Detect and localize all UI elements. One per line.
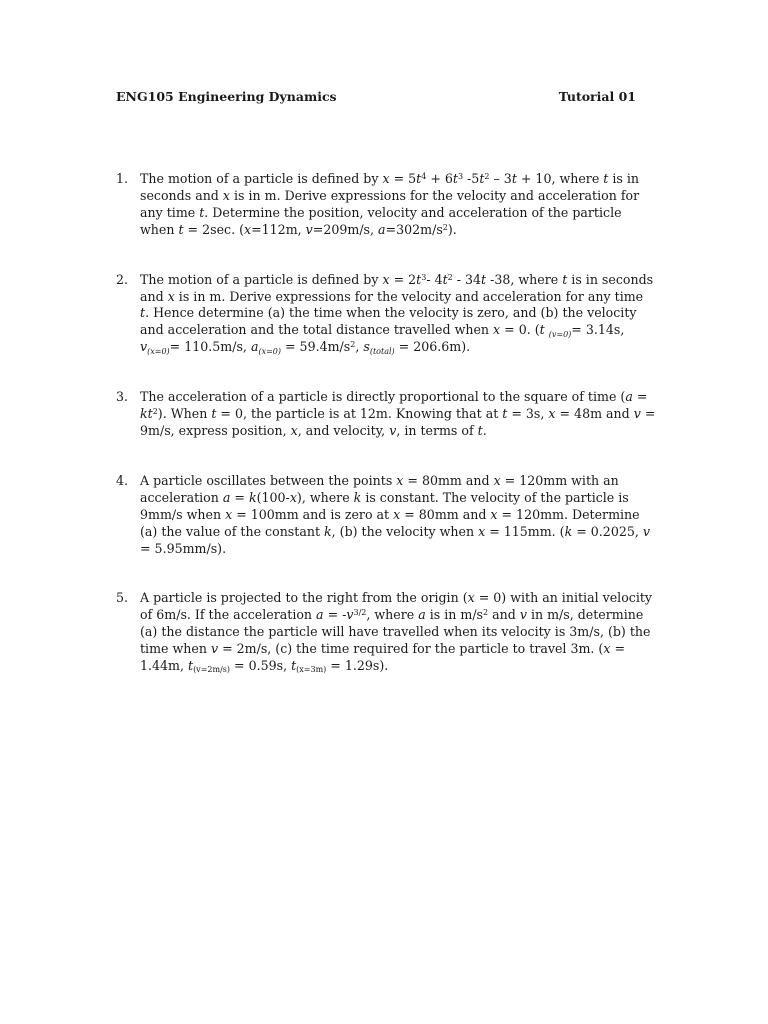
problem-number: 4. bbox=[116, 472, 129, 488]
problem-text: The motion of a particle is defined by $x = 2t^3-$ $4t^2 - 34t$ -38, where t is in seconds and x is in m. Derive expressions for the velocity and acceleration for any time t. Hence determine (a) the time when the velocity is zero, and (b) the velocity and acceleration and the total distance travelled when x = 0. (t $_{(v=0)}$= 3.14s, $v_{(x=0)}= 110.5m/s$, $a_{(x=0)} = 59.4m/s^2$, $s_{(total)} = 206.6m$). bbox=[140, 271, 654, 356]
problem-number: 1. bbox=[116, 171, 129, 186]
problem-item bbox=[116, 272, 656, 357]
tutorial-label: Tutorial 01 bbox=[558, 89, 636, 104]
problem-item bbox=[116, 590, 656, 675]
problem-item bbox=[116, 389, 656, 440]
problem-number: 5. bbox=[116, 590, 129, 606]
course-title: ENG105 Engineering Dynamics bbox=[116, 89, 337, 104]
problem-text: The acceleration of a particle is directly proportional to the square of time $(a = kt^2)$. When t = 0, the particle is at 12m. Knowing that at t = 3s, x = 48m and v = 9m/s, express position, x, and velocity, v, in terms of t. bbox=[140, 389, 656, 438]
problem-number: 3. bbox=[116, 389, 129, 405]
problem-item bbox=[116, 473, 656, 558]
problem-text: A particle oscillates between the points x = 80mm and x = 120mm with an acceleration a = k(100-x), where k is constant. The velocity of the particle is 9mm/s when x = 100mm and is zero at x = 80mm and x = 120mm. Determine (a) the value of the constant k, (b) the velocity when x = 115mm. (k = 0.2025, v = 5.95mm/s). bbox=[140, 472, 650, 556]
problem-text: The motion of a particle is defined by $x = 5t^4 + 6t^3$ $-5t^2 - 3t + 10$, where t is in seconds and x is in m. Derive expressions for the velocity and acceleration for any time t. Determine the position, velocity and acceleration of the particle when t = 2sec. (x=112m, v=209m/s, $a=302m/s^2$). bbox=[140, 171, 640, 237]
problem-list bbox=[116, 171, 656, 675]
problem-item bbox=[116, 171, 656, 239]
problem-text: A particle is projected to the right from the origin (x = 0) with an initial velocity of 6m/s. If the acceleration $a = -v^{3/2}$, where a is in $m/s^2$ and v in m/s, determine (a) the distance the particle will have travelled when its velocity is 3m/s, (b) the time when v = 2m/s, (c) the time required for the particle to travel 3m. (x = 1.44m, $t_{(v=2m/s)} = 0.59s$, $t_{(x=3m)} = 1.29s$). bbox=[140, 590, 653, 675]
document-header bbox=[116, 88, 636, 106]
problem-number: 2. bbox=[116, 271, 129, 287]
